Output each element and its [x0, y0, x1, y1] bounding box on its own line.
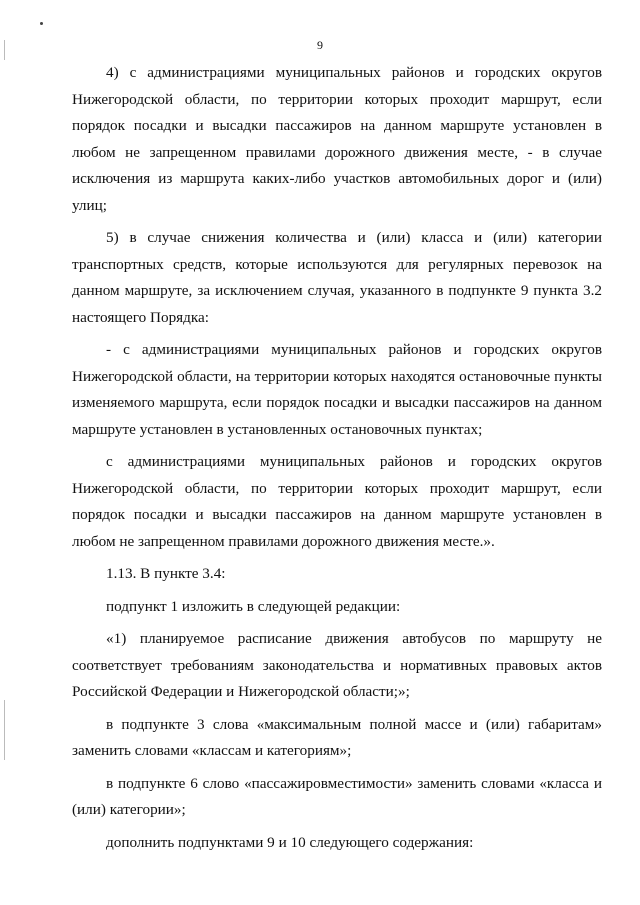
paragraph-subitem-1-text: «1) планируемое расписание движения автобусов по маршруту не соответствует требованиям законодательства и нормативных правовых актов Российской Федерации и Нижегородской области;»; [72, 630, 602, 700]
paragraph-subitem-3: в подпункте 3 слова «максимальным полной массе и (или) габаритам» заменить словами «классам и категориям»; [72, 715, 602, 759]
paragraph-item-4: 4) с администрациями муниципальных районов и городских округов Нижегородской области, по территории которых проходит маршрут, если порядок посадки и высадки пассажиров на данном маршруте установлен в любом не запрещенном правилами дорожного движения месте, - в случае исключения из маршрута каких-либо участков автомобильных дорог и (или) улиц; [72, 64, 602, 214]
page-number: 9 [317, 38, 323, 52]
paragraph-administrations: с администрациями муниципальных районов и городских округов Нижегородской области, по территории которых проходит маршрут, если порядок посадки и высадки пассажиров на данном маршруте установлен в любом не запрещенном правилами дорожного движения месте.». [72, 453, 602, 550]
paragraph-section-heading: 1.13. В пункте 3.4: [106, 565, 226, 582]
paragraph-item-5: 5) в случае снижения количества и (или) класса и (или) категории транспортных средств, которые используются для регулярных перевозок на данном маршруте, за исключением случая, указанного в подпункте 9 пункта 3.2 настоящего Порядка: [72, 229, 602, 326]
paragraph-dash-item: - с администрациями муниципальных районов и городских округов Нижегородской области, на территории которых находятся остановочные пункты изменяемого маршрута, если порядок посадки и высадки пассажиров на данном маршруте установлен в установленных остановочных пунктах; [72, 341, 602, 438]
paragraph-add-subitems: дополнить подпунктами 9 и 10 следующего содержания: [106, 833, 474, 851]
scan-speck [40, 22, 43, 25]
paragraph-subitem-1-intro: подпункт 1 изложить в следующей редакции: [106, 597, 401, 615]
paragraph-subitem-6: в подпункте 6 слово «пассажировместимости» заменить словами «класса и (или) категории»; [72, 774, 602, 818]
document-body [72, 60, 602, 862]
margin-scan-line [4, 700, 5, 760]
